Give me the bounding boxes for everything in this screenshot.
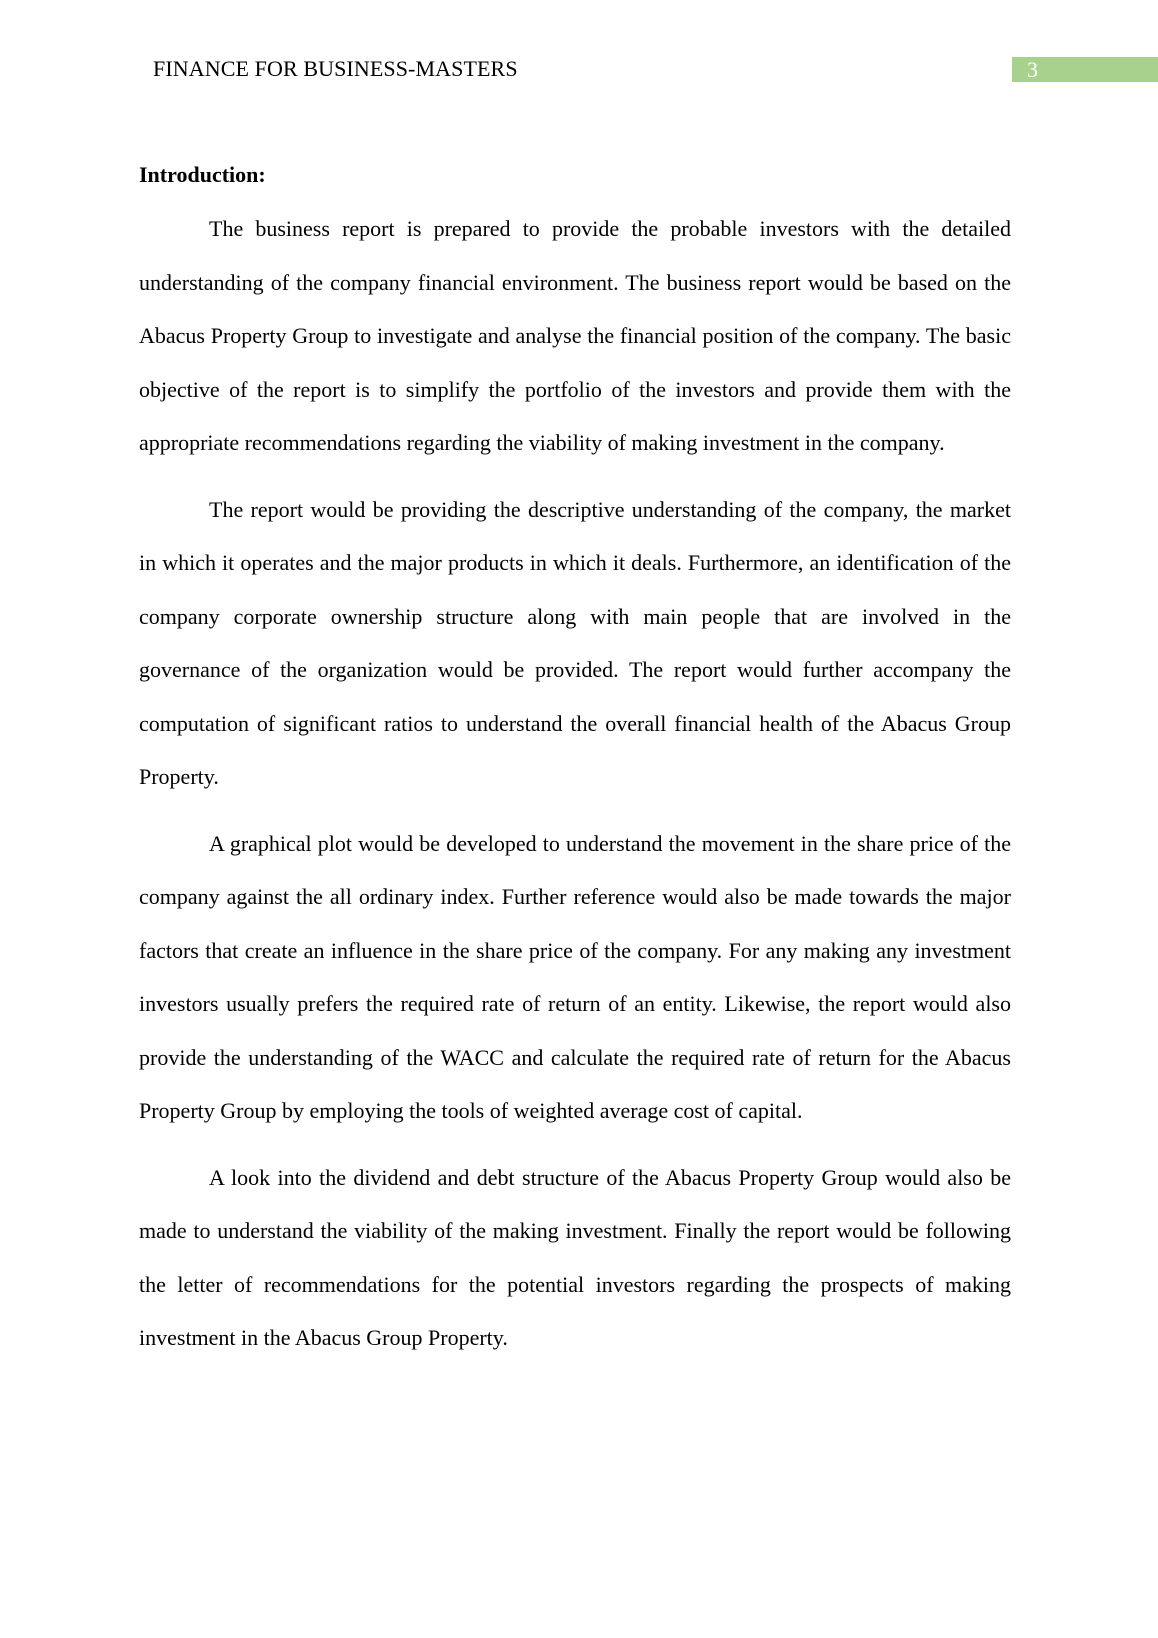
running-header-title: FINANCE FOR BUSINESS-MASTERS: [153, 56, 518, 81]
page-number-badge: [1012, 57, 1158, 82]
paragraph: The report would be providing the descriptive understanding of the company, the market in which it operates and the major products in which it deals. Furthermore, an identification of the company corporate ownership structure along with main people that are involved in the governance of the organization would be provided. The report would further accompany the computation of significant ratios to understand the overall financial health of the Abacus Group Property.: [139, 496, 1011, 789]
page-number: 3: [1027, 57, 1038, 82]
paragraph: The business report is prepared to provide the probable investors with the detailed understanding of the company financial environment. The business report would be based on the Abacus Property Group to investigate and analyse the financial position of the company. The basic objective of the report is to simplify the portfolio of the investors and provide them with the appropriate recommendations regarding the viability of making investment in the company.: [139, 216, 1011, 455]
paragraph: A graphical plot would be developed to understand the movement in the share price of the company against the all ordinary index. Further reference would also be made towards the major factors that create an influence in the share price of the company. For any making any investment investors usually prefers the required rate of return of an entity. Likewise, the report would also provide the understanding of the WACC and calculate the required rate of return for the Abacus Property Group by employing the tools of weighted average cost of capital.: [139, 830, 1011, 1123]
section-heading: Introduction:: [139, 162, 266, 187]
paragraph: A look into the dividend and debt structure of the Abacus Property Group would also be made to understand the viability of the making investment. Finally the report would be following the letter of recommendations for the potential investors regarding the prospects of making investment in the Abacus Group Property.: [139, 1164, 1011, 1350]
document-body: [139, 158, 1011, 1378]
